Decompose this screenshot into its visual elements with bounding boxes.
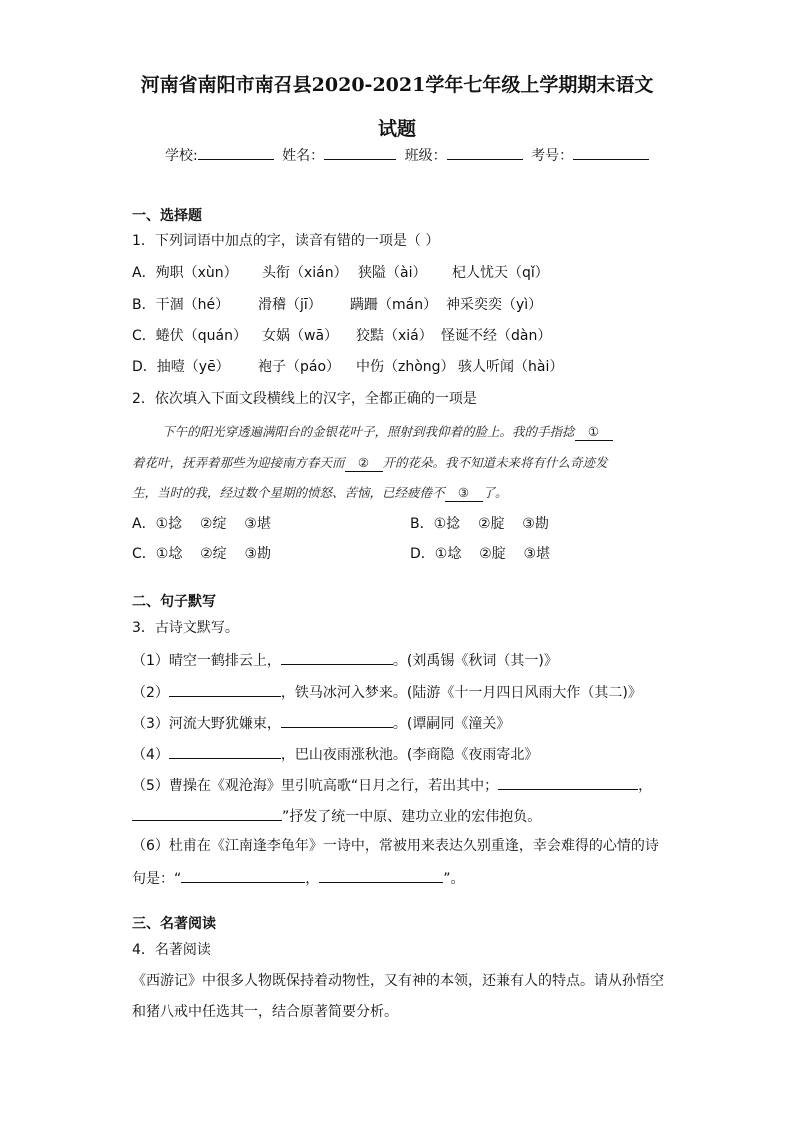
blank-3: ③ (445, 485, 483, 502)
q3-text: 。(刘禹锡《秋词（其一)》 (392, 653, 558, 669)
q3-text: （2） (132, 685, 169, 701)
q1-option-a-word3: 狭隘（ài） (358, 265, 427, 281)
q1-option-c-word3: 狡黠（xiá） (356, 328, 433, 344)
exam-header-fields (165, 145, 653, 165)
class-label: 班级： (404, 148, 447, 164)
q2-passage-text: 下午的阳光穿透遍满阳台的金银花叶子，照射到我仰着的脸上。我的手指捻 (162, 424, 575, 439)
q3-line-3 (132, 713, 510, 733)
q1-option-b-word2: 滑稽（jī） (258, 297, 322, 313)
q3-line-5 (132, 775, 652, 795)
q1-option-c-word1[interactable]: C．蜷伏（quán） (132, 328, 247, 344)
class-field[interactable] (447, 145, 523, 160)
name-label: 姓名： (282, 148, 325, 164)
q2-passage-text: 开的花朵。我不知道未来将有什么奇迹发 (382, 455, 608, 470)
q1-option-b-word4: 神采奕奕（yì） (446, 297, 543, 313)
answer-blank[interactable] (132, 806, 282, 821)
q3-text: ， (305, 871, 320, 887)
question-4-stem: 4．名著阅读 (132, 942, 211, 958)
question-2-stem: 2．依次填入下面文段横线上的汉字，全都正确的一项是 (132, 391, 477, 407)
section-heading-dictation: 二、句子默写 (132, 594, 216, 610)
section-heading-choice: 一、选择题 (132, 208, 202, 224)
q2-passage-line1 (162, 424, 613, 441)
q1-option-c-word4: 怪诞不经（dàn） (441, 328, 552, 344)
q3-text: ”。 (443, 871, 465, 887)
q2-passage-text: 了。 (482, 485, 508, 500)
q3-text: （1）晴空一鹤排云上， (132, 653, 281, 669)
q1-option-d-word1[interactable]: D．抽噎（yē） (132, 359, 230, 375)
q2-option-d[interactable]: D．①埝 ②腚 ③堪 (410, 546, 551, 562)
q4-prompt-line2: 和猪八戒中任选其一，结合原著简要分析。 (132, 1004, 398, 1020)
q3-line-4 (132, 744, 538, 764)
q2-option-b[interactable]: B．①捻 ②腚 ③勘 (410, 516, 549, 532)
q3-text: ，铁马冰河入梦来。(陆游《十一月四日风雨大作（其二)》 (280, 685, 642, 701)
q1-option-c-word2: 女娲（wā） (262, 328, 339, 344)
blank-2: ② (345, 455, 383, 472)
answer-blank[interactable] (169, 682, 281, 697)
number-label: 考号： (531, 148, 574, 164)
q3-line-6-continued (132, 868, 465, 888)
q2-option-c[interactable]: C．①埝 ②绽 ③勘 (132, 546, 272, 562)
q3-text: （4） (132, 747, 169, 763)
q3-line-5-continued (132, 806, 541, 826)
q1-option-a-word4: 杞人忧天（qǐ） (452, 265, 549, 281)
q3-line-1 (132, 650, 558, 670)
q3-text: （3）河流大野犹嫌束， (132, 716, 281, 732)
blank-1: ① (575, 424, 613, 441)
school-label: 学校: (165, 148, 198, 164)
q1-option-d-word3: 中伤（zhòng） (356, 359, 455, 375)
q1-option-d-word4: 骇人听闻（hài） (458, 359, 564, 375)
answer-blank[interactable] (281, 650, 393, 665)
q1-option-a-word2: 头衔（xián） (262, 265, 348, 281)
q2-passage-line3 (132, 485, 508, 502)
question-3-stem: 3．古诗文默写。 (132, 620, 239, 636)
q2-passage-line2 (132, 455, 608, 472)
page-title: 河南省南阳市南召县2020-2021学年七年级上学期期末语文 (140, 74, 654, 96)
q1-option-a-word1[interactable]: A．殉职（xùn） (132, 265, 238, 281)
q3-text: （5）曹操在《观沧海》里引吭高歌“日月之行，若出其中； (132, 778, 499, 794)
answer-blank[interactable] (181, 868, 305, 883)
school-field[interactable] (198, 145, 274, 160)
answer-blank[interactable] (281, 713, 393, 728)
name-field[interactable] (324, 145, 396, 160)
q1-option-b-word1[interactable]: B．干涸（hé） (132, 297, 230, 313)
q2-passage-text: 着花叶，抚弄着那些为迎接南方春天而 (132, 455, 345, 470)
q1-option-d-word2: 袍子（páo） (258, 359, 341, 375)
q3-text: 句是：“ (132, 871, 182, 887)
q3-text: ， (638, 778, 653, 794)
answer-blank[interactable] (319, 868, 443, 883)
section-heading-classics: 三、名著阅读 (132, 916, 216, 932)
page-title-continued: 试题 (377, 118, 416, 140)
q3-text: ”抒发了统一中原、建功立业的宏伟抱负。 (282, 809, 542, 825)
q2-passage-text: 生，当时的我，经过数个星期的愤怒、苦恼，已经疲倦不 (132, 485, 445, 500)
q3-line-6: （6）杜甫在《江南逢李龟年》一诗中，常被用来表达久别重逢，幸会难得的心情的诗 (132, 838, 659, 854)
q4-prompt-line1: 《西游记》中很多人物既保持着动物性，又有神的本领，还兼有人的特点。请从孙悟空 (132, 973, 664, 989)
question-1-stem: 1．下列词语中加点的字，读音有错的一项是（ ） (132, 233, 440, 249)
answer-blank[interactable] (169, 744, 281, 759)
q3-text: ，巴山夜雨涨秋池。(李商隐《夜雨寄北》 (280, 747, 539, 763)
q1-option-b-word3: 蹒跚（mán） (350, 297, 438, 313)
q3-text: 。(谭嗣同《潼关》 (392, 716, 511, 732)
number-field[interactable] (573, 145, 649, 160)
answer-blank[interactable] (498, 775, 638, 790)
q3-line-2 (132, 682, 642, 702)
q2-option-a[interactable]: A．①捻 ②绽 ③堪 (132, 516, 271, 532)
